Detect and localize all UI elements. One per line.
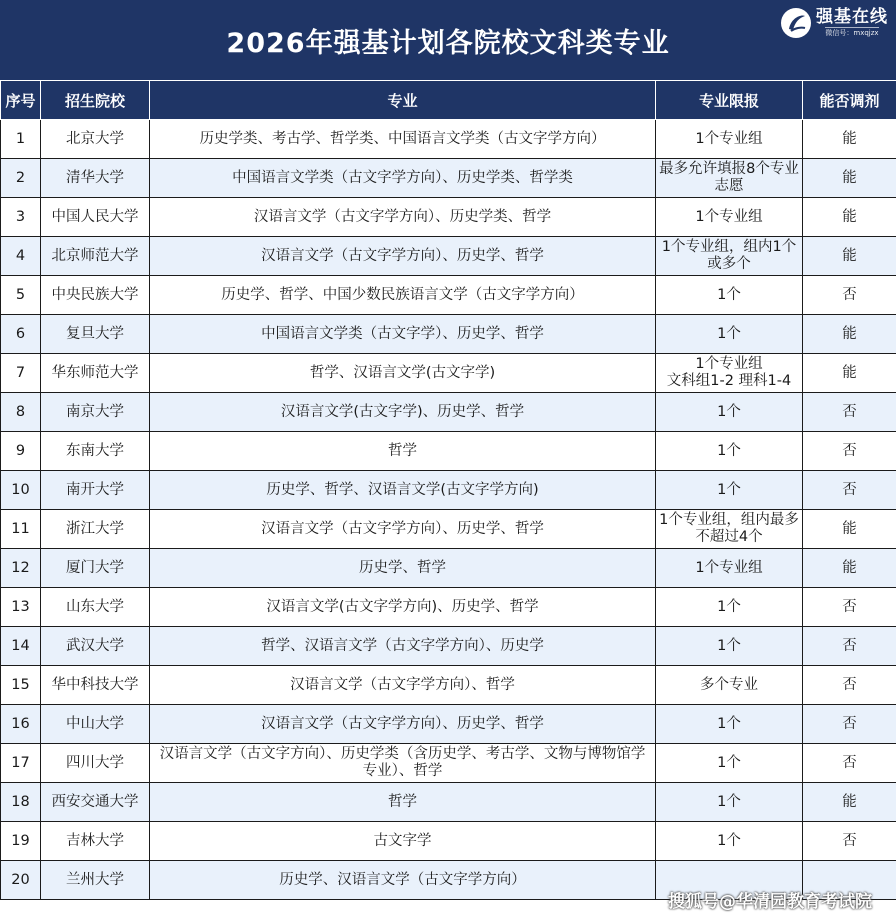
table-row	[1, 159, 896, 198]
table-row	[1, 744, 896, 783]
cell-index: 6	[1, 315, 41, 354]
cell-adjust: 否	[803, 705, 896, 744]
column-header-school: 招生院校	[41, 81, 150, 120]
cell-index: 10	[1, 471, 41, 510]
cell-adjust: 能	[803, 198, 896, 237]
cell-limit: 多个专业	[656, 666, 803, 705]
cell-limit: 1个专业组 文科组1-2 理科1-4	[656, 354, 803, 393]
cell-limit: 1个	[656, 588, 803, 627]
cell-adjust: 否	[803, 276, 896, 315]
cell-index: 20	[1, 861, 41, 900]
cell-limit: 1个	[656, 705, 803, 744]
cell-index: 19	[1, 822, 41, 861]
cell-adjust: 能	[803, 783, 896, 822]
cell-major: 汉语言文学（古文字学方向）、历史学、哲学	[150, 510, 656, 549]
table-row	[1, 666, 896, 705]
cell-major: 历史学、哲学、中国少数民族语言文学（古文字学方向）	[150, 276, 656, 315]
cell-school: 四川大学	[41, 744, 150, 783]
cell-school: 中央民族大学	[41, 276, 150, 315]
cell-adjust: 否	[803, 627, 896, 666]
table-row	[1, 471, 896, 510]
cell-index: 7	[1, 354, 41, 393]
cell-school: 吉林大学	[41, 822, 150, 861]
cell-adjust: 否	[803, 744, 896, 783]
cell-school: 华东师范大学	[41, 354, 150, 393]
column-header-index: 序号	[1, 81, 41, 120]
cell-adjust: 能	[803, 120, 896, 159]
cell-index: 4	[1, 237, 41, 276]
cell-adjust: 否	[803, 393, 896, 432]
table-row	[1, 354, 896, 393]
cell-limit: 1个	[656, 627, 803, 666]
cell-limit: 1个	[656, 393, 803, 432]
cell-limit: 1个	[656, 315, 803, 354]
column-header-adjust: 能否调剂	[803, 81, 896, 120]
brand-logo	[781, 6, 888, 40]
cell-limit: 1个	[656, 783, 803, 822]
cell-index: 17	[1, 744, 41, 783]
cell-adjust: 能	[803, 159, 896, 198]
table-row	[1, 276, 896, 315]
table-row	[1, 198, 896, 237]
cell-index: 1	[1, 120, 41, 159]
cell-limit: 最多允许填报8个专业志愿	[656, 159, 803, 198]
cell-limit: 1个	[656, 822, 803, 861]
cell-limit: 1个	[656, 471, 803, 510]
cell-school: 厦门大学	[41, 549, 150, 588]
watermark: 搜狐号@华清园教育考试院	[668, 892, 872, 912]
cell-index: 2	[1, 159, 41, 198]
cell-index: 18	[1, 783, 41, 822]
cell-major: 汉语言文学（古文字方向）、历史学类（含历史学、考古学、文物与博物馆学专业）、哲学	[150, 744, 656, 783]
cell-index: 13	[1, 588, 41, 627]
logo-name: 强基在线	[816, 7, 888, 27]
cell-school: 南开大学	[41, 471, 150, 510]
cell-major: 哲学	[150, 432, 656, 471]
cell-index: 12	[1, 549, 41, 588]
cell-limit: 1个	[656, 432, 803, 471]
table-row	[1, 783, 896, 822]
cell-limit: 1个	[656, 276, 803, 315]
cell-index: 8	[1, 393, 41, 432]
cell-limit: 1个专业组，组内最多不超过4个	[656, 510, 803, 549]
title-bar	[0, 0, 896, 80]
cell-major: 哲学	[150, 783, 656, 822]
cell-limit: 1个专业组，组内1个或多个	[656, 237, 803, 276]
cell-major: 汉语言文学（古文字学方向）、历史学类、哲学	[150, 198, 656, 237]
column-header-limit: 专业限报	[656, 81, 803, 120]
cell-school: 中山大学	[41, 705, 150, 744]
cell-major: 汉语言文学(古文字学)、历史学、哲学	[150, 393, 656, 432]
table-row	[1, 627, 896, 666]
cell-index: 3	[1, 198, 41, 237]
cell-major: 古文字学	[150, 822, 656, 861]
table-row	[1, 393, 896, 432]
cell-adjust: 否	[803, 588, 896, 627]
table-row	[1, 510, 896, 549]
cell-major: 哲学、汉语言文学(古文字学)	[150, 354, 656, 393]
cell-school: 南京大学	[41, 393, 150, 432]
cell-adjust: 能	[803, 510, 896, 549]
page-title: 2026年强基计划各院校文科类专业	[226, 27, 670, 59]
column-header-major: 专业	[150, 81, 656, 120]
cell-index: 9	[1, 432, 41, 471]
cell-adjust: 否	[803, 666, 896, 705]
cell-major: 汉语言文学（古文字学方向）、历史学、哲学	[150, 705, 656, 744]
cell-major: 中国语言文学类（古文字学方向）、历史学类、哲学类	[150, 159, 656, 198]
cell-adjust: 否	[803, 471, 896, 510]
table-header-row	[1, 81, 896, 120]
table-row	[1, 432, 896, 471]
table-row	[1, 315, 896, 354]
cell-major: 汉语言文学（古文字学方向）、哲学	[150, 666, 656, 705]
cell-major: 历史学、哲学	[150, 549, 656, 588]
cell-school: 兰州大学	[41, 861, 150, 900]
cell-adjust: 能	[803, 354, 896, 393]
cell-index: 15	[1, 666, 41, 705]
cell-adjust: 能	[803, 237, 896, 276]
cell-school: 中国人民大学	[41, 198, 150, 237]
table-row	[1, 705, 896, 744]
table-row	[1, 588, 896, 627]
cell-adjust: 能	[803, 549, 896, 588]
cell-major: 历史学类、考古学、哲学类、中国语言文学类（古文字学方向）	[150, 120, 656, 159]
logo-subtitle: 微信号：mxqjzx	[825, 29, 879, 37]
cell-index: 11	[1, 510, 41, 549]
cell-adjust: 能	[803, 315, 896, 354]
cell-index: 5	[1, 276, 41, 315]
cell-school: 东南大学	[41, 432, 150, 471]
table-row	[1, 120, 896, 159]
cell-index: 14	[1, 627, 41, 666]
cell-limit: 1个专业组	[656, 120, 803, 159]
cell-major: 哲学、汉语言文学（古文字学方向）、历史学	[150, 627, 656, 666]
cell-major: 汉语言文学(古文字学方向)、历史学、哲学	[150, 588, 656, 627]
logo-icon	[781, 8, 811, 38]
cell-school: 武汉大学	[41, 627, 150, 666]
cell-school: 北京大学	[41, 120, 150, 159]
majors-table	[0, 80, 896, 900]
cell-school: 西安交通大学	[41, 783, 150, 822]
table-row	[1, 549, 896, 588]
cell-school: 山东大学	[41, 588, 150, 627]
table-row	[1, 822, 896, 861]
cell-school: 清华大学	[41, 159, 150, 198]
cell-major: 历史学、汉语言文学（古文字学方向）	[150, 861, 656, 900]
cell-school: 复旦大学	[41, 315, 150, 354]
cell-adjust: 否	[803, 822, 896, 861]
cell-major: 中国语言文学类（古文字学）、历史学、哲学	[150, 315, 656, 354]
cell-major: 汉语言文学（古文字学方向）、历史学、哲学	[150, 237, 656, 276]
cell-limit: 1个	[656, 744, 803, 783]
table-row	[1, 237, 896, 276]
cell-school: 华中科技大学	[41, 666, 150, 705]
cell-school: 浙江大学	[41, 510, 150, 549]
cell-limit: 1个专业组	[656, 549, 803, 588]
cell-index: 16	[1, 705, 41, 744]
cell-adjust: 否	[803, 432, 896, 471]
cell-limit: 1个专业组	[656, 198, 803, 237]
cell-school: 北京师范大学	[41, 237, 150, 276]
cell-major: 历史学、哲学、汉语言文学(古文字学方向)	[150, 471, 656, 510]
table-body	[1, 120, 896, 900]
